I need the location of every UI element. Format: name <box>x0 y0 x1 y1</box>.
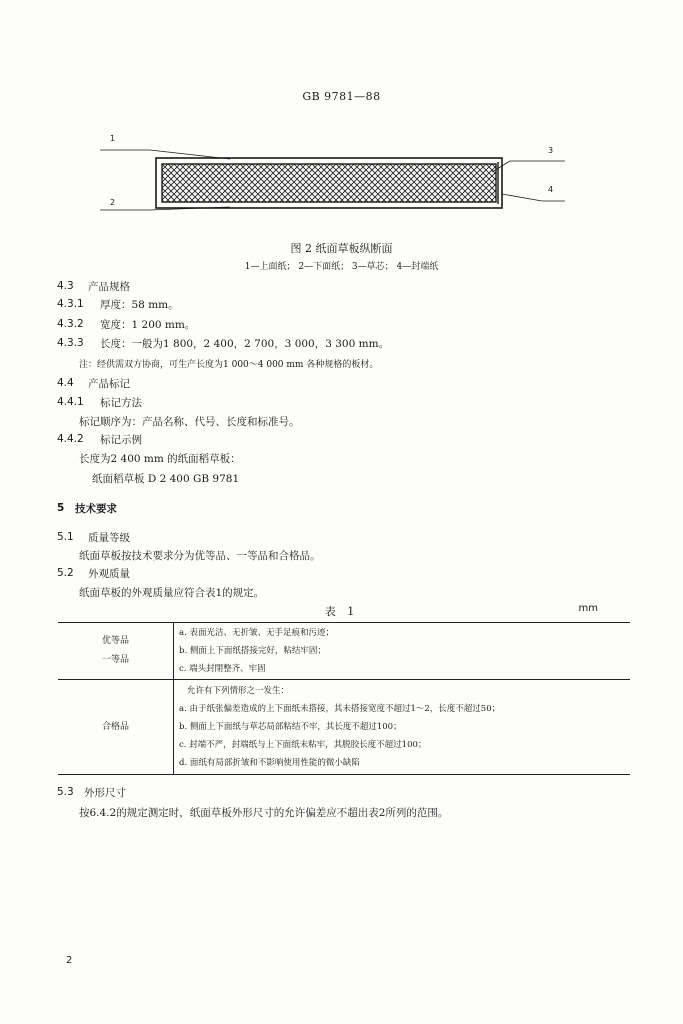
grade-cell <box>58 680 174 775</box>
clause-title: 标记方法 <box>100 397 142 409</box>
requirement-line: 允许有下列情形之一发生： <box>187 686 290 696</box>
page-number: 2 <box>66 955 73 966</box>
section-title: 产品规格 <box>88 281 130 293</box>
callout-2: 2 <box>110 198 116 207</box>
table-row <box>58 623 630 680</box>
spec-note: 注：经供需双方协商，可生产长度为1 000～4 000 mm 各种规格的板材。 <box>79 360 379 370</box>
straw-core <box>162 164 496 202</box>
requirement-line: a. 由于纸张偏差造成的上下面纸未搭接，其未搭接宽度不超过1～2，长度不超过50； <box>179 704 501 714</box>
section-title: 质量等级 <box>88 532 130 544</box>
clause-number: 4.3.1 <box>57 298 84 310</box>
callout-4: 4 <box>548 185 554 194</box>
grade-label: 合格品 <box>101 721 129 732</box>
callout-1: 1 <box>110 134 116 143</box>
clause-title: 标记示例 <box>100 434 142 446</box>
callout-3: 3 <box>548 146 554 155</box>
clause-text: 厚度：58 mm。 <box>100 299 179 311</box>
chapter-title: 技术要求 <box>75 503 117 515</box>
requirement-line: d. 面纸有局部折皱和不影响使用性能的微小缺陷 <box>179 758 360 768</box>
section-text: 纸面草板的外观质量应符合表1的规定。 <box>79 587 265 599</box>
clause-number: 4.3.2 <box>57 318 84 330</box>
section-number: 5.3 <box>57 786 74 798</box>
grade-label: 优等品 <box>101 636 129 646</box>
section-title: 外形尺寸 <box>84 787 126 799</box>
table-title: 表 1 <box>324 605 359 618</box>
leader-line-3 <box>492 161 565 172</box>
cross-section-figure <box>90 128 580 228</box>
clause-number: 4.3.3 <box>57 337 84 349</box>
section-number: 4.3 <box>57 280 74 292</box>
grade-label: 一等品 <box>101 655 129 665</box>
section-title: 外观质量 <box>88 568 130 580</box>
requirement-line: a. 表面光洁、无折皱、无手足痕和污迹； <box>179 628 334 638</box>
leader-line-4 <box>502 194 565 201</box>
requirement-line: c. 封端不严，封端纸与上下面纸未粘牢，其脱胶长度不超过100； <box>179 740 427 750</box>
clause-text: 宽度：1 200 mm。 <box>100 319 196 331</box>
section-number: 4.4 <box>57 377 74 389</box>
requirement-line: c. 端头封閉整齐、牢固 <box>179 664 266 674</box>
chapter-number: 5 <box>57 502 65 514</box>
section-number: 5.1 <box>57 531 74 543</box>
requirement-cell <box>174 623 631 680</box>
clause-text: 长度：一般为1 800，2 400，2 700，3 000，3 300 mm。 <box>100 338 390 350</box>
figure-legend: 1—上面纸； 2—下面纸； 3—草芯； 4—封端纸 <box>244 262 439 272</box>
board-cross-section-diagram <box>90 128 580 228</box>
grade-cell <box>58 623 174 680</box>
requirement-line: b. 侧面上下面纸与草芯局部粘结不牢，其长度不超过100； <box>179 722 402 732</box>
section-number: 5.2 <box>57 567 74 579</box>
clause-number: 4.4.2 <box>57 433 84 445</box>
requirement-cell <box>174 680 631 775</box>
requirement-line: b. 侧面上下面纸搭接完好，粘结牢固； <box>179 646 326 656</box>
section-title: 产品标记 <box>88 378 130 390</box>
appearance-quality-table <box>58 622 630 775</box>
table-unit: mm <box>578 603 598 614</box>
clause-text: 标记顺序为：产品名称、代号、长度和标准号。 <box>79 416 300 428</box>
section-text: 纸面草板按技术要求分为优等品、一等品和合格品。 <box>79 550 321 562</box>
figure-caption: 图 2 纸面草板纵断面 <box>290 242 393 255</box>
clause-number: 4.4.1 <box>57 396 84 408</box>
marking-example: 纸面稻草板 D 2 400 GB 9781 <box>92 473 240 485</box>
section-text: 按6.4.2的规定测定时，纸面草板外形尺寸的允许偏差应不超出表2所列的范围。 <box>79 807 449 819</box>
table-row <box>58 680 630 775</box>
page-header: GB 9781—88 <box>302 90 381 103</box>
clause-text: 长度为2 400 mm 的纸面稻草板： <box>79 453 241 465</box>
